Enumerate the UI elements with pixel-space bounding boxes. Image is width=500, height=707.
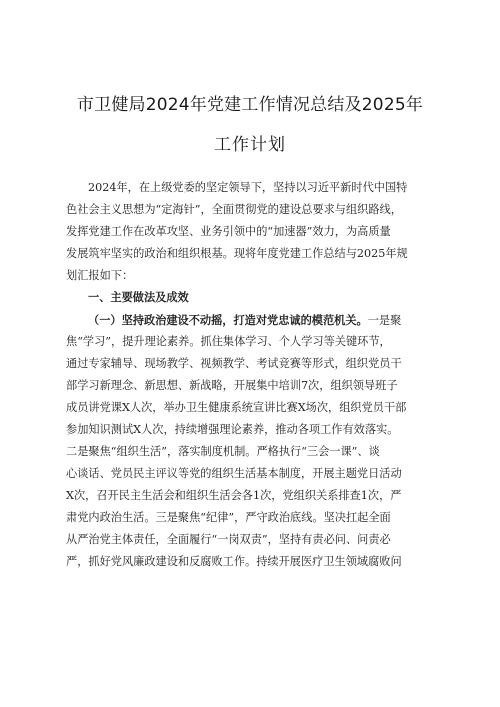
document-title-line1: 市卫健局2024年党建工作情况总结及2025年 [76, 95, 424, 115]
paragraph-line: X次，召开民主生活会和组织生活会各1次，党组织关系排查1次，严 [66, 489, 402, 502]
document-body [66, 177, 446, 573]
paragraph-line: 严，抓好党风廉政建设和反腐败工作。持续开展医疗卫生领域腐败问 [66, 555, 402, 568]
paragraph-line: 心谈话、党员民主评议等党的组织生活基本制度，开展主题党日活动 [66, 467, 402, 480]
paragraph-line: 2024年，在上级党委的坚定领导下，坚持以习近平新时代中国特 [88, 181, 408, 194]
subsection-line [66, 309, 446, 331]
paragraph-line: 二是聚焦“组织生活”，落实制度机制。严格执行“三会一课”、谈 [66, 445, 380, 458]
paragraph-line: 从严治党主体责任，全面履行“一岗双责”，坚持有责必问、问责必 [66, 533, 391, 546]
section-heading: 一、主要做法及成效 [88, 291, 189, 304]
paragraph-text: 一是聚 [367, 314, 402, 327]
document-title-line2: 工作计划 [214, 135, 286, 155]
paragraph-line: 通过专家辅导、现场教学、视频教学、考试竞赛等形式，组织党员干 [66, 357, 402, 370]
paragraph-line: 色社会主义思想为“定海针”，全面贯彻党的建设总要求与组织路线， [66, 203, 402, 216]
subsection-heading: （一）坚持政治建设不动摇，打造对党忠诚的模范机关。 [88, 313, 368, 327]
paragraph-line: 焦“学习”，提升理论素养。抓住集体学习、个人学习等关键环节， [66, 335, 391, 348]
paragraph-line: 参加知识测试X人次，持续增强理论素养，推动各项工作有效落实。 [66, 423, 399, 436]
paragraph-line: 肃党内政治生活。三是聚焦“纪律”，严守政治底线。坚决扛起全面 [66, 511, 391, 524]
paragraph-line: 发展筑牢坚实的政治和组织根基。现将年度党建工作总结与2025年规 [66, 247, 408, 260]
paragraph-line: 成员讲党课X人次，举办卫生健康系统宣讲比赛X场次，组织党员干部 [66, 401, 407, 414]
paragraph-line: 划汇报如下： [66, 269, 134, 282]
paragraph-line: 发挥党建工作在改革攻坚、业务引领中的“加速器”效力，为高质量 [66, 225, 391, 238]
paragraph-line: 部学习新理念、新思想、新战略，开展集中培训7次，组织领导班子 [66, 379, 398, 392]
